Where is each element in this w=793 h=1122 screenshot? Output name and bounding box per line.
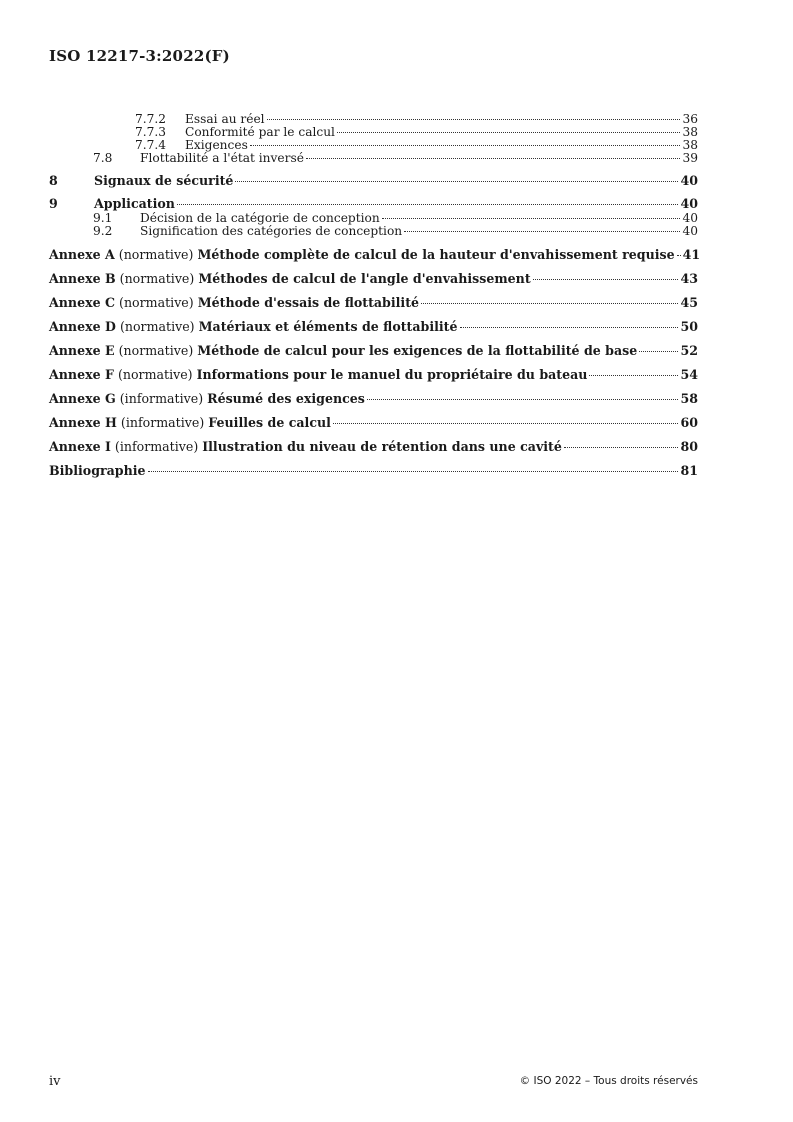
toc-entry-annex-e[interactable] <box>49 343 698 359</box>
annex-title: Méthode complète de calcul de la hauteur d'envahissement requise <box>197 247 675 262</box>
annex-title: Méthode de calcul pour les exigences de la flottabilité de base <box>197 343 638 358</box>
dot-leader <box>677 255 681 256</box>
toc-entry-number: 7.7.3 <box>135 125 167 139</box>
toc-entry-number: 9.2 <box>93 224 113 238</box>
toc-entry-annex-c[interactable] <box>49 295 698 311</box>
annex-kind: (informative) <box>120 415 205 430</box>
toc-entry-page: 40 <box>680 196 698 211</box>
toc-entry-page: 60 <box>680 415 698 430</box>
annex-label: Annexe C <box>49 295 116 310</box>
toc-entry-number: 9.1 <box>93 211 113 225</box>
annex-title: Illustration du niveau de rétention dans une cavité <box>202 439 562 454</box>
annex-kind: (normative) <box>119 271 195 286</box>
toc-entry-title: Application <box>94 196 175 211</box>
toc-entry-page: 39 <box>682 151 698 165</box>
toc-entry-number: 8 <box>49 173 58 188</box>
dot-leader <box>421 303 678 304</box>
toc-entry-page: 38 <box>682 138 698 152</box>
dot-leader <box>250 145 681 146</box>
annex-kind: (normative) <box>119 319 195 334</box>
copyright-notice: © ISO 2022 – Tous droits réservés <box>519 1075 698 1087</box>
toc-entry-page: 36 <box>682 112 698 126</box>
bibliography-title: Bibliographie <box>49 463 146 478</box>
annex-title: Feuilles de calcul <box>208 415 331 430</box>
document-id: ISO 12217-3:2022(F) <box>49 47 230 65</box>
annex-title: Matériaux et éléments de flottabilité <box>198 319 458 334</box>
toc-entry-annex-a[interactable] <box>49 247 701 263</box>
toc-entry-page: 52 <box>680 343 698 358</box>
dot-leader <box>148 471 679 472</box>
dot-leader <box>177 204 679 205</box>
toc-entry-page: 80 <box>680 439 698 454</box>
dot-leader <box>306 158 681 159</box>
toc-entry-annex-b[interactable] <box>49 271 698 287</box>
toc-entry-number: 7.8 <box>93 151 113 165</box>
annex-kind: (normative) <box>118 247 194 262</box>
annex-title: Méthode d'essais de flottabilité <box>197 295 420 310</box>
toc-entry-number: 7.7.4 <box>135 138 167 152</box>
annex-label: Annexe E <box>49 343 115 358</box>
toc-entry-page: 58 <box>680 391 698 406</box>
toc-entry-page: 40 <box>682 211 698 225</box>
annex-kind: (informative) <box>119 391 204 406</box>
toc-entry-9-2[interactable] <box>49 225 698 238</box>
annex-label: Annexe H <box>49 415 117 430</box>
toc-entry-page: 54 <box>680 367 698 382</box>
toc-entry-bibliography[interactable] <box>49 463 698 479</box>
dot-leader <box>235 181 678 182</box>
toc-entry-annex-i[interactable] <box>49 439 698 455</box>
table-of-contents <box>49 112 701 479</box>
annex-label: Annexe B <box>49 271 116 286</box>
dot-leader <box>382 218 681 219</box>
annex-label: Annexe A <box>49 247 115 262</box>
toc-entry-title: Signaux de sécurité <box>94 173 234 188</box>
toc-entry-7-8[interactable] <box>49 152 698 165</box>
annex-title: Méthodes de calcul de l'angle d'envahissement <box>198 271 531 286</box>
toc-entry-page: 41 <box>682 247 701 262</box>
annex-title: Informations pour le manuel du propriétaire du bateau <box>196 367 588 382</box>
annex-label: Annexe G <box>49 391 116 406</box>
dot-leader <box>333 423 679 424</box>
dot-leader <box>404 231 680 232</box>
annex-title: Résumé des exigences <box>207 391 365 406</box>
dot-leader <box>533 279 679 280</box>
toc-entry-number: 7.7.2 <box>135 112 167 126</box>
annex-kind: (normative) <box>117 367 193 382</box>
toc-entry-number: 9 <box>49 196 58 211</box>
page-number: iv <box>49 1074 61 1089</box>
toc-entry-page: 81 <box>680 463 698 478</box>
dot-leader <box>589 375 678 376</box>
toc-entry-title: Conformité par le calcul <box>185 125 335 139</box>
annex-label: Annexe F <box>49 367 114 382</box>
annex-kind: (normative) <box>118 343 194 358</box>
toc-entry-title: Exigences <box>185 138 248 152</box>
annex-label: Annexe I <box>49 439 111 454</box>
toc-entry-page: 43 <box>680 271 698 286</box>
annex-kind: (informative) <box>114 439 199 454</box>
annex-kind: (normative) <box>119 295 194 310</box>
toc-entry-title: Flottabilité a l'état inversé <box>140 151 304 165</box>
toc-entry-page: 40 <box>682 224 698 238</box>
toc-entry-annex-h[interactable] <box>49 415 698 431</box>
toc-entry-annex-g[interactable] <box>49 391 698 407</box>
dot-leader <box>564 447 679 448</box>
annex-label: Annexe D <box>49 319 116 334</box>
toc-entry-page: 38 <box>682 125 698 139</box>
toc-entry-annex-f[interactable] <box>49 367 698 383</box>
toc-entry-title: Essai au réel <box>185 112 265 126</box>
toc-entry-annex-d[interactable] <box>49 319 698 335</box>
toc-entry-title: Décision de la catégorie de conception <box>140 211 380 225</box>
dot-leader <box>267 119 681 120</box>
toc-entry-page: 45 <box>680 295 698 310</box>
dot-leader <box>639 351 678 352</box>
dot-leader <box>337 132 681 133</box>
toc-entry-section-8[interactable] <box>49 173 698 189</box>
dot-leader <box>367 399 679 400</box>
toc-entry-title: Signification des catégories de conception <box>140 224 403 238</box>
toc-entry-section-9[interactable] <box>49 196 698 212</box>
dot-leader <box>460 327 679 328</box>
toc-entry-page: 40 <box>680 173 698 188</box>
toc-entry-page: 50 <box>680 319 698 334</box>
